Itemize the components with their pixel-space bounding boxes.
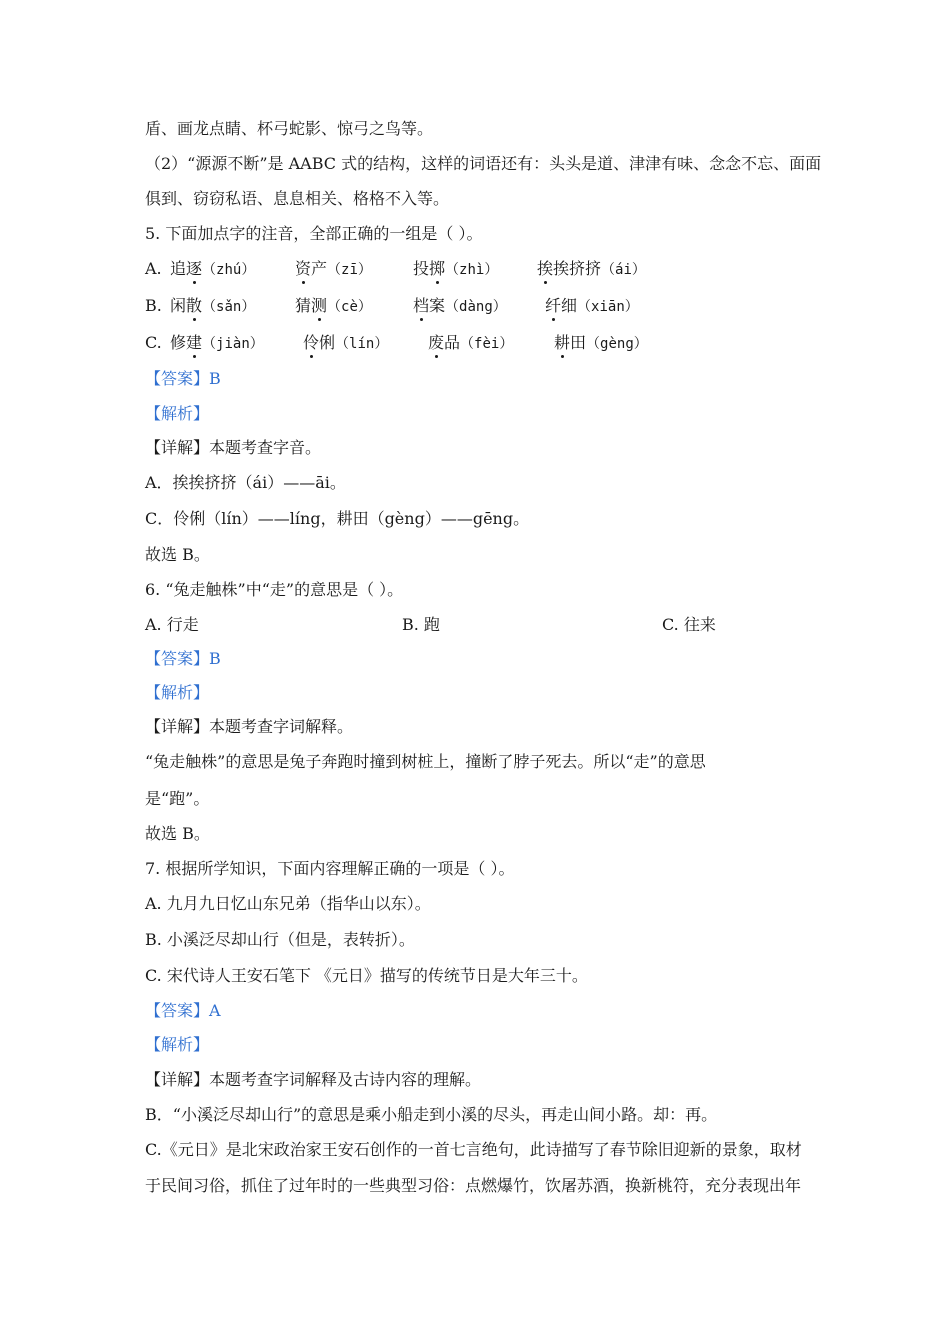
q7-option-b: B. 小溪泛尽却山行（但是，表转折）。: [145, 930, 415, 949]
option-word: 追逐（zhú）: [170, 259, 256, 278]
dotted-char: 散: [186, 296, 203, 315]
conclusion-text: 故选 B。: [145, 545, 210, 564]
option-word: 闲散（sǎn）: [170, 296, 256, 315]
detail-text: C．伶俐（lín）——líng，耕田（gèng）——gēng。: [145, 509, 530, 528]
dotted-char: 逐: [186, 259, 203, 278]
option-label: C.: [145, 333, 162, 352]
option-word: 档案（dàng）: [413, 296, 507, 315]
q6-options: [145, 615, 845, 635]
detail-text: A．挨挨挤挤（ái）——āi。: [145, 473, 346, 492]
option-word: 耕田（gèng）: [554, 333, 648, 352]
text-line: 俱到、窃窃私语、息息相关、格格不入等。: [145, 189, 450, 208]
option-word: 纤细（xiān）: [545, 296, 639, 315]
option-label: A.: [145, 259, 162, 278]
option-word: 资产（zī）: [295, 259, 372, 278]
dotted-char: 挨: [537, 259, 554, 278]
conclusion-text: 故选 B。: [145, 824, 210, 843]
answer-label: 【答案】A: [145, 1001, 221, 1020]
detail-text: C.《元日》是北宋政治家王安石创作的一首七言绝句，此诗描写了春节除旧迎新的景象，取材: [145, 1140, 802, 1159]
text-line: 盾、画龙点睛、杯弓蛇影、惊弓之鸟等。: [145, 119, 434, 138]
q7-option-a: A. 九月九日忆山东兄弟（指华山以东）。: [145, 894, 431, 913]
dotted-char: 掷: [429, 259, 446, 278]
dotted-char: 资: [295, 259, 312, 278]
option-word: 修建（jiàn）: [170, 333, 264, 352]
option-label: B.: [145, 296, 162, 315]
dotted-char: 耕: [554, 333, 571, 352]
dotted-char: 纤: [545, 296, 562, 315]
detail-text: 【详解】本题考查字词解释及古诗内容的理解。: [145, 1070, 482, 1089]
q5-option-b: [145, 296, 845, 316]
dotted-char: 测: [311, 296, 328, 315]
detail-text: 【详解】本题考查字音。: [145, 438, 322, 457]
dotted-char: 伶: [303, 333, 320, 352]
detail-text: 是“跑”。: [145, 789, 210, 808]
dotted-char: 建: [186, 333, 203, 352]
question-5-stem: 5. 下面加点字的注音，全部正确的一组是（ ）。: [145, 224, 483, 243]
question-7-stem: 7. 根据所学知识，下面内容理解正确的一项是（ ）。: [145, 859, 515, 878]
detail-text: “兔走触株”的意思是兔子奔跑时撞到树桩上，撞断了脖子死去。所以“走”的意思: [145, 752, 706, 771]
answer-label: 【答案】B: [145, 649, 221, 668]
q6-option-a: A. 行走: [145, 615, 199, 634]
dotted-char: 档: [413, 296, 430, 315]
q6-option-c: C. 往来: [662, 615, 716, 634]
option-word: 废品（fèi）: [428, 333, 514, 352]
option-word: 猜测（cè）: [295, 296, 372, 315]
answer-label: 【答案】B: [145, 369, 221, 388]
analysis-label: 【解析】: [145, 1035, 210, 1054]
dotted-char: 废: [428, 333, 445, 352]
q7-option-c: C. 宋代诗人王安石笔下 《元日》描写的传统节日是大年三十。: [145, 966, 588, 985]
option-word: 伶俐（lín）: [303, 333, 389, 352]
q5-option-c: [145, 333, 845, 353]
detail-text: 于民间习俗，抓住了过年时的一些典型习俗：点燃爆竹，饮屠苏酒，换新桃符，充分表现出年: [145, 1176, 802, 1195]
option-word: 投掷（zhì）: [413, 259, 499, 278]
q5-option-a: [145, 259, 845, 279]
question-6-stem: 6. “兔走触株”中“走”的意思是（ ）。: [145, 580, 404, 599]
analysis-label: 【解析】: [145, 404, 210, 423]
analysis-label: 【解析】: [145, 683, 210, 702]
detail-text: 【详解】本题考查字词解释。: [145, 717, 354, 736]
text-line: （2）“源源不断”是 AABC 式的结构，这样的词语还有：头头是道、津津有味、念念不忘、面面: [145, 154, 822, 173]
detail-text: B．“小溪泛尽却山行”的意思是乘小船走到小溪的尽头，再走山间小路。却：再。: [145, 1105, 718, 1124]
q6-option-b: B. 跑: [402, 615, 440, 634]
option-word: 挨挨挤挤（ái）: [537, 259, 646, 278]
